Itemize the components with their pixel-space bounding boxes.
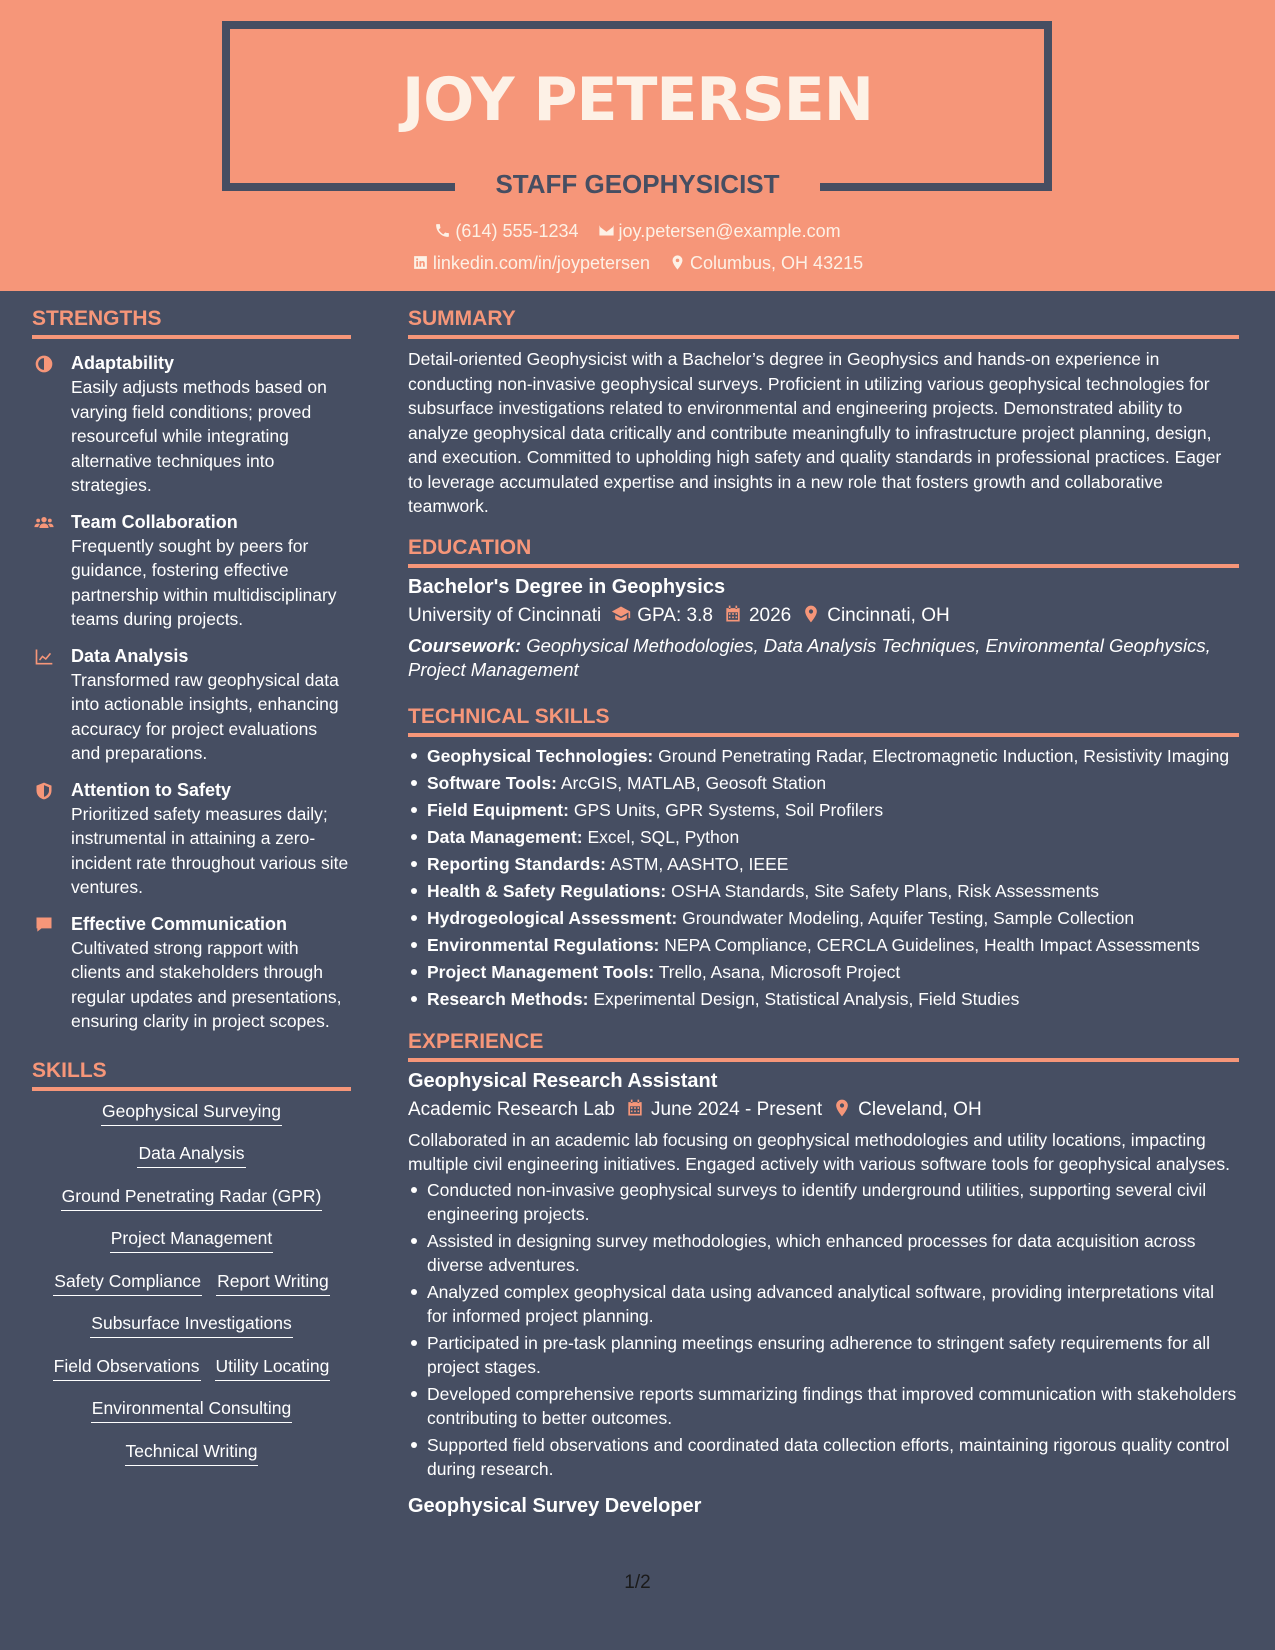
list-item [408,906,1239,930]
skill-value: OSHA Standards, Site Safety Plans, Risk Assessments [671,880,1100,901]
school-location: Cincinnati, OH [827,604,950,626]
linkedin-contact[interactable] [412,251,650,275]
summary-text: Detail-oriented Geophysicist with a Bachelor’s degree in Geophysics and hands-on experience in conducting non-invasive geophysical surveys. Proficient in utilizing various geophysical technologies for subsurface investigations related to environmental and engineering projects. Demonstrated ability to analyze geophysical data critically and contribute meaningfully to infrastructure project planning, design, and execution. Committed to upholding high safety and quality standards in professional practices. Eager to leverage accumulated expertise and insights in a new role that fosters growth and collaborative teamwork. [408,349,1222,516]
chart-line-icon [34,647,54,667]
linkedin-text: linkedin.com/in/joypetersen [432,253,650,273]
strength-item [32,778,351,900]
degree-title: Bachelor's Degree in Geophysics [408,575,726,598]
strength-desc: Easily adjusts methods based on varying field conditions; proved resourceful while integrating alternative techniques into strategies. [71,377,327,495]
skill-row [32,1311,351,1338]
coursework-list: Geophysical Methodologies, Data Analysis Techniques, Environmental Geophysics, Project Management [408,634,1211,680]
skills-list [32,1099,351,1466]
list-item [408,933,1239,957]
skill-value: NEPA Compliance, CERCLA Guidelines, Health Impact Assessments [664,934,1200,955]
skill-tag: Technical Writing [125,1439,259,1466]
phone-text: (614) 555-1234 [455,221,579,241]
users-icon [34,513,54,533]
list-item [408,960,1239,984]
skill-value: ASTM, AASHTO, IEEE [609,853,789,874]
location-contact [669,251,863,275]
graduation-year: 2026 [748,604,792,626]
list-item [408,879,1239,903]
skill-tag: Field Observations [53,1354,201,1381]
job-location: Cleveland, OH [858,1098,982,1120]
strength-item [32,351,351,498]
technical-skills-list [408,744,1239,1011]
job-meta [408,1096,1239,1124]
strength-title: Data Analysis [71,645,189,666]
strength-item [32,912,351,1034]
experience-section [408,1027,1239,1519]
list-item: Participated in pre-task planning meetings ensuring adherence to stringent safety requirements for all project stages. [408,1331,1239,1379]
skill-tag: Geophysical Surveying [101,1099,282,1126]
right-column [408,304,1239,1519]
skill-label: Data Management: [427,826,583,847]
skill-value: Trello, Asana, Microsoft Project [658,961,901,982]
list-item: Conducted non-invasive geophysical surveys to identify underground utilities, supporting several civil engineering projects. [408,1178,1239,1226]
skill-row [32,1184,351,1211]
strength-desc: Transformed raw geophysical data into actionable insights, enhancing accuracy for project evaluations and preparations. [71,669,339,763]
job-dates: June 2024 - Present [651,1098,823,1120]
location-text: Columbus, OH 43215 [690,253,864,273]
strength-title: Effective Communication [71,913,288,934]
list-item: Analyzed complex geophysical data using advanced analytical software, providing interpretations vital for informed project planning. [408,1280,1239,1328]
map-marker-icon [669,254,686,271]
skill-value: Groundwater Modeling, Aquifer Testing, Sample Collection [682,907,1135,928]
skill-label: Hydrogeological Assessment: [427,907,678,928]
map-marker-icon [832,1098,852,1118]
skill-label: Reporting Standards: [427,853,606,874]
gpa: GPA: 3.8 [637,604,713,626]
skill-row [32,1141,351,1168]
strengths-heading: STRENGTHS [32,304,351,339]
contact-row-2 [0,251,1275,275]
list-item [408,744,1239,768]
skill-tag: Project Management [110,1226,273,1253]
strength-desc: Frequently sought by peers for guidance, fostering effective partnership within multidisciplinary teams during projects. [71,535,337,629]
experience-heading: EXPERIENCE [408,1027,1239,1062]
list-item [408,987,1239,1011]
skills-heading: SKILLS [32,1056,351,1091]
envelope-icon [598,222,615,239]
email-text: joy.petersen@example.com [618,221,841,241]
skill-row [32,1396,351,1423]
skill-label: Geophysical Technologies: [427,745,654,766]
skill-label: Research Methods: [427,988,589,1009]
list-item [408,852,1239,876]
summary-heading: SUMMARY [408,304,1239,339]
technical-skills-heading: TECHNICAL SKILLS [408,702,1239,737]
skill-label: Environmental Regulations: [427,934,660,955]
candidate-name: JOY PETERSEN [401,65,874,135]
skill-row [32,1099,351,1126]
skill-tag: Subsurface Investigations [90,1311,292,1338]
strength-item [32,644,351,766]
skill-tag: Report Writing [216,1269,330,1296]
skill-row [32,1269,351,1296]
linkedin-icon [412,254,429,271]
comment-icon [34,915,54,935]
resume-header [0,0,1275,291]
skill-value: Experimental Design, Statistical Analysis, Field Studies [593,988,1020,1009]
email-contact[interactable] [598,219,841,243]
strength-item [32,510,351,632]
coursework [408,634,1239,682]
list-item [408,825,1239,849]
skill-tag: Ground Penetrating Radar (GPR) [61,1184,323,1211]
skill-tag: Data Analysis [137,1141,245,1168]
job-description: Collaborated in an academic lab focusing on geophysical methodologies and utility locations, impacting multiple civil engineering initiatives. Engaged actively with various software tools for geophysical analyses. [408,1129,1230,1174]
list-item [408,798,1239,822]
coursework-label: Coursework: [408,634,522,656]
skill-label: Software Tools: [427,772,557,793]
left-column [32,304,351,1481]
shield-icon [34,781,54,801]
technical-skills-section [408,702,1239,1011]
strength-desc: Cultivated strong rapport with clients and stakeholders through regular updates and presentations, ensuring clarity in project scopes. [71,937,342,1031]
skill-label: Health & Safety Regulations: [427,880,667,901]
skill-label: Field Equipment: [427,799,569,820]
graduation-cap-icon [611,604,631,624]
skill-row [32,1439,351,1466]
job-title: STAFF GEOPHYSICIST [495,169,780,199]
job-title-entry: Geophysical Research Assistant [408,1069,718,1092]
skill-label: Project Management Tools: [427,961,655,982]
skill-value: Ground Penetrating Radar, Electromagnetic Induction, Resistivity Imaging [658,745,1230,766]
list-item: Developed comprehensive reports summarizing findings that improved communication with stakeholders contributing to better outcomes. [408,1382,1239,1430]
strength-desc: Prioritized safety measures daily; instrumental in attaining a zero-incident rate throughout various site ventures. [71,803,349,897]
calendar-icon [723,604,743,624]
list-item: Assisted in designing survey methodologies, which enhanced processes for data acquisition across diverse adventures. [408,1229,1239,1277]
education-meta [408,602,1239,630]
contact-row-1 [0,219,1275,243]
skill-tag: Utility Locating [215,1354,331,1381]
skill-value: Excel, SQL, Python [587,826,740,847]
employer: Academic Research Lab [408,1098,615,1120]
skill-row [32,1226,351,1253]
phone-icon [434,222,451,239]
page-number: 1/2 [624,1572,651,1593]
skill-tag: Environmental Consulting [91,1396,292,1423]
job-title-entry: Geophysical Survey Developer [408,1494,702,1517]
map-marker-icon [801,604,821,624]
skill-row [32,1354,351,1381]
list-item: Supported field observations and coordinated data collection efforts, maintaining rigorous quality control during research. [408,1433,1239,1481]
adjust-icon [34,354,54,374]
skill-value: GPS Units, GPR Systems, Soil Profilers [573,799,884,820]
skill-value: ArcGIS, MATLAB, Geosoft Station [560,772,827,793]
list-item [408,771,1239,795]
strength-title: Adaptability [71,353,175,373]
job-bullets [408,1178,1239,1481]
phone-contact [434,219,578,243]
school-name: University of Cincinnati [408,604,602,626]
education-heading: EDUCATION [408,533,1239,568]
strength-title: Attention to Safety [71,779,231,800]
calendar-icon [625,1098,645,1118]
strength-title: Team Collaboration [71,511,238,532]
education-section [408,533,1239,682]
skill-tag: Safety Compliance [53,1269,202,1296]
